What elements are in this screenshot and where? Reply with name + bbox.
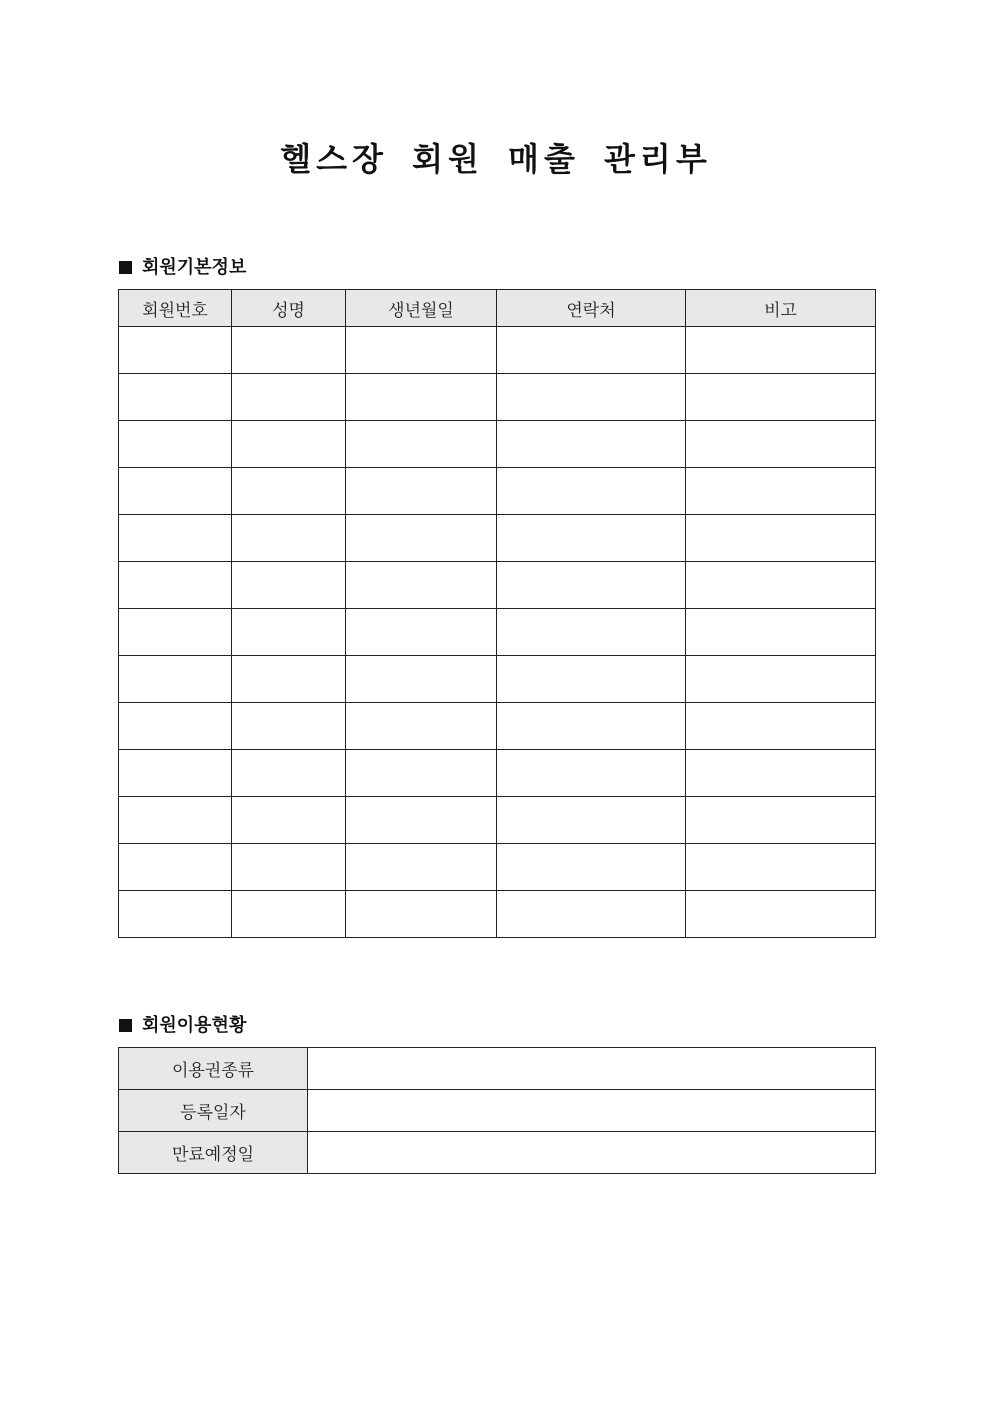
document-title: 헬스장 회원 매출 관리부 (280, 140, 712, 178)
remarks-cell[interactable] (686, 327, 876, 374)
table-row (119, 797, 876, 844)
name-cell[interactable] (232, 562, 346, 609)
table-row (119, 515, 876, 562)
section-heading-label: 회원이용현황 (142, 1015, 247, 1036)
column-header-name: 성명 (232, 290, 346, 327)
section-heading-usage-status (119, 1011, 246, 1037)
column-header-remarks: 비고 (686, 290, 876, 327)
member-number-cell[interactable] (119, 374, 232, 421)
birth-date-cell[interactable] (346, 562, 497, 609)
contact-cell[interactable] (497, 609, 686, 656)
column-header-contact: 연락처 (497, 290, 686, 327)
column-header-member-number: 회원번호 (119, 290, 232, 327)
contact-cell[interactable] (497, 797, 686, 844)
square-bullet-icon (119, 261, 132, 274)
name-cell[interactable] (232, 844, 346, 891)
column-header-birth-date: 생년월일 (346, 290, 497, 327)
contact-cell[interactable] (497, 421, 686, 468)
table-row (119, 421, 876, 468)
table-row (119, 327, 876, 374)
member-number-cell[interactable] (119, 797, 232, 844)
member-number-cell[interactable] (119, 844, 232, 891)
remarks-cell[interactable] (686, 891, 876, 938)
remarks-cell[interactable] (686, 468, 876, 515)
remarks-cell[interactable] (686, 797, 876, 844)
contact-cell[interactable] (497, 891, 686, 938)
birth-date-cell[interactable] (346, 750, 497, 797)
name-cell[interactable] (232, 609, 346, 656)
table-row (119, 1132, 876, 1174)
birth-date-cell[interactable] (346, 374, 497, 421)
contact-cell[interactable] (497, 327, 686, 374)
member-number-cell[interactable] (119, 515, 232, 562)
contact-cell[interactable] (497, 703, 686, 750)
table-row (119, 891, 876, 938)
contact-cell[interactable] (497, 656, 686, 703)
birth-date-cell[interactable] (346, 797, 497, 844)
table-row (119, 656, 876, 703)
remarks-cell[interactable] (686, 562, 876, 609)
name-cell[interactable] (232, 515, 346, 562)
contact-cell[interactable] (497, 515, 686, 562)
birth-date-cell[interactable] (346, 421, 497, 468)
name-cell[interactable] (232, 327, 346, 374)
remarks-cell[interactable] (686, 703, 876, 750)
member-number-cell[interactable] (119, 562, 232, 609)
registration-date-value-cell[interactable] (308, 1090, 876, 1132)
remarks-cell[interactable] (686, 844, 876, 891)
table-row (119, 1048, 876, 1090)
member-number-cell[interactable] (119, 750, 232, 797)
name-cell[interactable] (232, 656, 346, 703)
contact-cell[interactable] (497, 750, 686, 797)
table-row (119, 562, 876, 609)
birth-date-cell[interactable] (346, 891, 497, 938)
table-row (119, 609, 876, 656)
member-usage-status-table (118, 1047, 876, 1174)
remarks-cell[interactable] (686, 656, 876, 703)
member-number-cell[interactable] (119, 891, 232, 938)
contact-cell[interactable] (497, 844, 686, 891)
name-cell[interactable] (232, 891, 346, 938)
square-bullet-icon (119, 1019, 132, 1032)
name-cell[interactable] (232, 750, 346, 797)
expiry-date-value-cell[interactable] (308, 1132, 876, 1174)
table-row (119, 1090, 876, 1132)
contact-cell[interactable] (497, 562, 686, 609)
birth-date-cell[interactable] (346, 703, 497, 750)
name-cell[interactable] (232, 797, 346, 844)
member-number-cell[interactable] (119, 421, 232, 468)
section-heading-basic-info (119, 253, 246, 279)
section-heading-label: 회원기본정보 (142, 257, 247, 278)
member-number-cell[interactable] (119, 468, 232, 515)
birth-date-cell[interactable] (346, 468, 497, 515)
birth-date-cell[interactable] (346, 844, 497, 891)
row-label-registration-date: 등록일자 (119, 1090, 308, 1132)
table-row (119, 703, 876, 750)
member-number-cell[interactable] (119, 609, 232, 656)
contact-cell[interactable] (497, 374, 686, 421)
row-label-expiry-date: 만료예정일 (119, 1132, 308, 1174)
name-cell[interactable] (232, 421, 346, 468)
member-basic-info-table (118, 289, 876, 938)
birth-date-cell[interactable] (346, 656, 497, 703)
remarks-cell[interactable] (686, 374, 876, 421)
table-row (119, 750, 876, 797)
member-number-cell[interactable] (119, 656, 232, 703)
table-header-row (119, 290, 876, 327)
table-row (119, 468, 876, 515)
remarks-cell[interactable] (686, 609, 876, 656)
name-cell[interactable] (232, 468, 346, 515)
row-label-pass-type: 이용권종류 (119, 1048, 308, 1090)
remarks-cell[interactable] (686, 750, 876, 797)
birth-date-cell[interactable] (346, 327, 497, 374)
table-row (119, 844, 876, 891)
name-cell[interactable] (232, 374, 346, 421)
member-number-cell[interactable] (119, 327, 232, 374)
contact-cell[interactable] (497, 468, 686, 515)
remarks-cell[interactable] (686, 515, 876, 562)
remarks-cell[interactable] (686, 421, 876, 468)
member-number-cell[interactable] (119, 703, 232, 750)
name-cell[interactable] (232, 703, 346, 750)
pass-type-value-cell[interactable] (308, 1048, 876, 1090)
table-row (119, 374, 876, 421)
birth-date-cell[interactable] (346, 609, 497, 656)
birth-date-cell[interactable] (346, 515, 497, 562)
